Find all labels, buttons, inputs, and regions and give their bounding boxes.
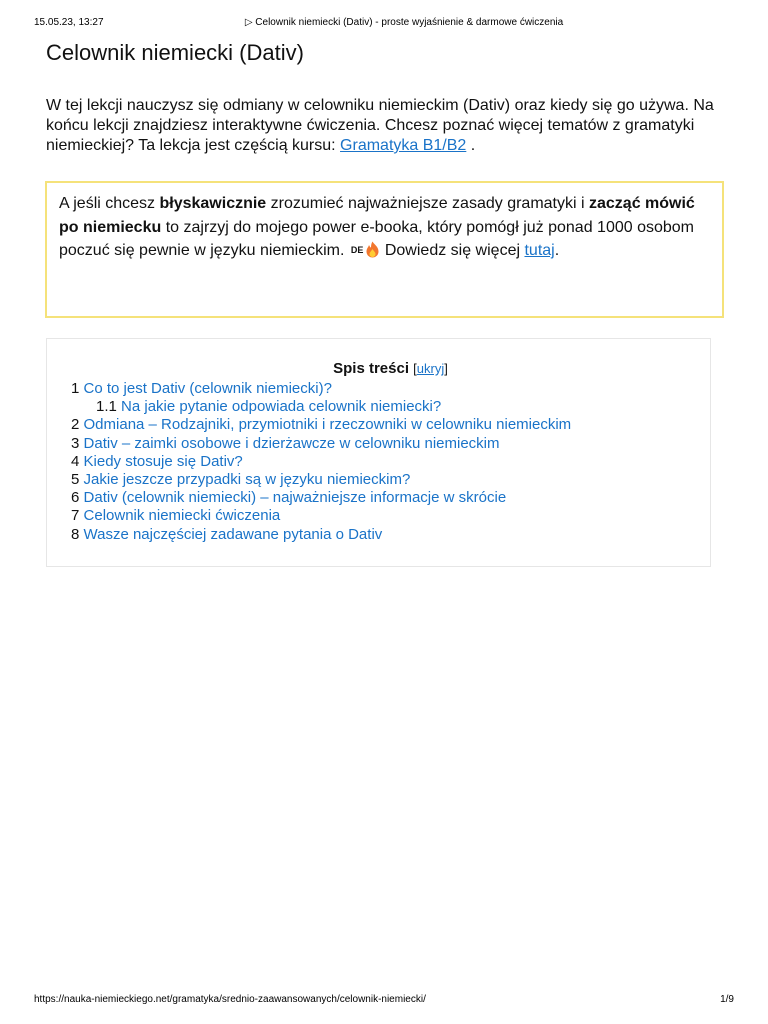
intro-text: W tej lekcji nauczysz się odmiany w celowniku niemieckim (Dativ) oraz kiedy się go używa. Na końcu lekcji znajdziesz interaktywne ćwiczenia. Chcesz poznać więcej tematów z gramatyki niemieckiej? Ta lekcja jest częścią kursu:: [46, 97, 714, 154]
toc-item[interactable]: [71, 471, 710, 489]
promo-text-1: A jeśli chcesz: [59, 195, 160, 212]
intro-suffix: .: [466, 137, 476, 154]
toc-item-number: 2: [71, 416, 80, 434]
toc-item[interactable]: [71, 435, 710, 453]
toc-item[interactable]: [71, 416, 710, 434]
toc-item-link[interactable]: Jakie jeszcze przypadki są w języku niemieckim?: [83, 470, 411, 488]
promo-bold-1: błyskawicznie: [159, 195, 267, 212]
toc-item-number: 1.1: [96, 398, 117, 416]
toc-item[interactable]: [71, 398, 710, 416]
toc-item-number: 5: [71, 470, 80, 488]
de-flag-icon: DE: [350, 245, 364, 255]
toc-item-link[interactable]: Na jakie pytanie odpowiada celownik niemiecki?: [121, 398, 442, 416]
toc-item-link[interactable]: Co to jest Dativ (celownik niemiecki)?: [83, 380, 332, 397]
fire-icon: [365, 241, 380, 258]
toc-item-link[interactable]: Dativ (celownik niemiecki) – najważniejsze informacje w skrócie: [83, 489, 507, 507]
table-of-contents: [46, 338, 711, 567]
toc-item-number: 6: [71, 489, 80, 507]
toc-hide-link[interactable]: ukryj: [416, 361, 445, 376]
toc-item-link[interactable]: Celownik niemiecki ćwiczenia: [83, 507, 281, 525]
toc-item-link[interactable]: Dativ – zaimki osobowe i dzierżawcze w celowniku niemieckim: [83, 434, 500, 452]
toc-toggle: [413, 361, 448, 376]
promo-more-link[interactable]: tutaj: [524, 242, 555, 259]
toc-item[interactable]: [71, 453, 710, 471]
toc-item-number: 7: [71, 507, 80, 525]
promo-box: [45, 181, 724, 318]
toc-item-number: 1: [71, 380, 80, 397]
page-number: 1/9: [720, 994, 734, 1005]
toc-item-link[interactable]: Odmiana – Rodzajniki, przymiotniki i rzeczowniki w celowniku niemieckim: [83, 416, 572, 434]
print-url: https://nauka-niemieckiego.net/gramatyka/srednio-zaawansowanych/celownik-niemiecki/: [34, 994, 426, 1005]
promo-text-5: .: [554, 242, 560, 259]
toc-title: Spis treści: [333, 360, 409, 377]
course-link[interactable]: Gramatyka B1/B2: [340, 137, 467, 154]
promo-text-2: zrozumieć najważniejsze zasady gramatyki i: [266, 195, 589, 212]
toc-item-number: 4: [71, 452, 80, 470]
toc-item[interactable]: [71, 489, 710, 507]
toc-list: [71, 380, 710, 544]
print-date: 15.05.23, 13:27: [34, 17, 104, 28]
promo-text-3: to zajrzyj do mojego power e-booka, który pomógł już ponad 1000 osobom poczuć się pewnie w języku niemieckim.: [59, 218, 694, 259]
page-title: Celownik niemiecki (Dativ): [46, 40, 304, 65]
toc-item-link[interactable]: Wasze najczęściej zadawane pytania o Dativ: [83, 525, 383, 543]
toc-item-link[interactable]: Kiedy stosuje się Dativ?: [83, 452, 243, 470]
toc-bracket-close: ]: [444, 361, 448, 376]
toc-item-number: 3: [71, 434, 80, 452]
promo-bold-2: zacząć mówić po niemiecku: [59, 195, 695, 236]
promo-text-4: Dowiedz się więcej: [380, 242, 525, 259]
toc-bracket-open: [: [413, 361, 417, 376]
print-doc-title: ▷ Celownik niemiecki (Dativ) - proste wyjaśnienie & darmowe ćwiczenia: [244, 17, 564, 28]
toc-item-number: 8: [71, 525, 80, 543]
toc-item[interactable]: [71, 507, 710, 525]
intro-paragraph: [46, 96, 726, 156]
toc-item[interactable]: [71, 526, 710, 544]
toc-header: [71, 360, 710, 380]
toc-item[interactable]: [71, 380, 710, 398]
